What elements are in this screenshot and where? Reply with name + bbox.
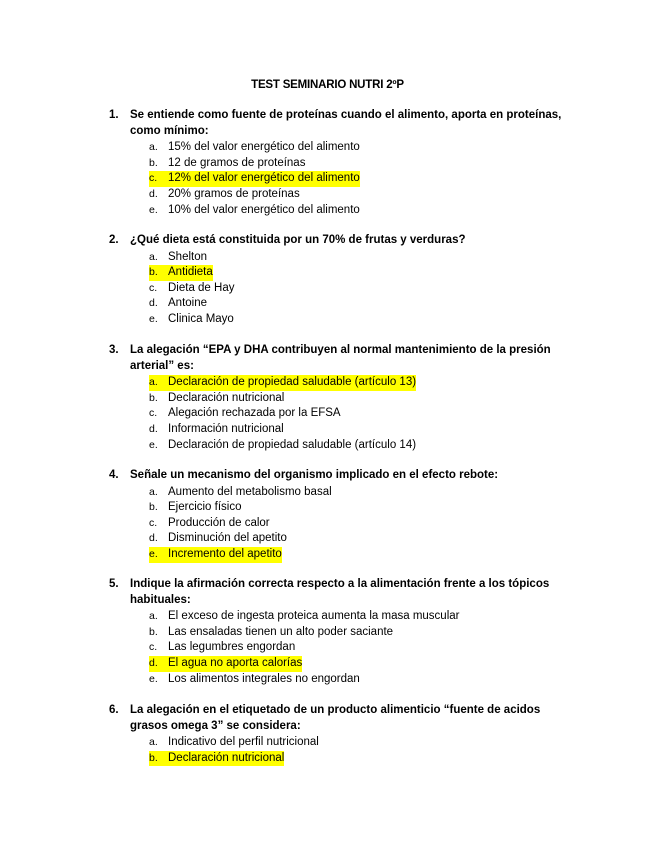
option-letter: d. [149,187,158,200]
option-text: Shelton [168,250,208,263]
option-d [149,656,569,672]
question-text: Se entiende como fuente de proteínas cuando el alimento, aporta en proteínas, como mínimo: [130,109,562,137]
option-a [149,609,569,625]
question-6 [109,703,569,766]
option-letter: a. [149,250,158,263]
option-letter: d. [149,297,158,310]
options-list [149,735,569,766]
question-header [109,233,569,249]
option-text: 12% del valor energético del alimento [168,172,360,185]
option-letter: d. [149,532,158,545]
question-number: 3. [109,344,119,356]
question-header [109,577,569,608]
option-a [149,250,569,266]
option-letter: e. [149,203,158,216]
answer-highlight [149,171,360,187]
options-list [149,140,569,218]
options-list [149,609,569,687]
option-text: Las ensaladas tienen un alto poder saciante [168,625,394,638]
option-letter: e. [149,438,158,451]
options-list [149,375,569,453]
option-text: Información nutricional [168,422,284,435]
option-letter: c. [149,407,158,420]
question-number: 4. [109,469,119,481]
option-text: Declaración nutricional [168,391,285,404]
option-text: 20% gramos de proteínas [168,187,300,200]
option-a [149,485,569,501]
option-text: Dieta de Hay [168,281,235,294]
option-text: Declaración de propiedad saludable (artículo 14) [168,438,417,451]
option-b [149,156,569,172]
option-letter: c. [149,516,158,529]
question-header [109,108,569,139]
option-a [149,735,569,751]
option-letter: b. [149,501,158,514]
option-c [149,516,569,532]
option-letter: b. [149,266,158,279]
answer-highlight [149,656,302,672]
option-letter: b. [149,625,158,638]
question-header [109,468,569,484]
option-text: Ejercicio físico [168,501,242,514]
option-letter: e. [149,672,158,685]
option-text: El agua no aporta calorías [168,656,303,669]
question-1 [109,108,569,218]
option-a [149,140,569,156]
question-header [109,343,569,374]
option-letter: e. [149,312,158,325]
option-text: Alegación rechazada por la EFSA [168,407,341,420]
option-b [149,500,569,516]
option-letter: b. [149,156,158,169]
question-2 [109,233,569,328]
options-list [149,250,569,328]
option-letter: a. [149,485,158,498]
question-text: ¿Qué dieta está constituida por un 70% de frutas y verduras? [130,234,466,246]
question-header [109,703,569,734]
option-text: Antoine [168,297,208,310]
option-letter: a. [149,736,158,749]
answer-highlight [149,751,284,767]
option-e [149,672,569,688]
option-d [149,531,569,547]
question-3 [109,343,569,453]
option-text: 15% del valor energético del alimento [168,141,360,154]
option-c [149,281,569,297]
option-letter: d. [149,656,158,669]
option-text: Aumento del metabolismo basal [168,485,332,498]
option-letter: a. [149,610,158,623]
option-b [149,391,569,407]
option-d [149,296,569,312]
question-text: Señale un mecanismo del organismo implicado en el efecto rebote: [130,469,499,481]
options-list [149,485,569,563]
question-text: La alegación en el etiquetado de un producto alimenticio “fuente de acidos grasos omega 3” se considera: [130,704,541,732]
option-letter: e. [149,547,158,560]
answer-highlight [149,547,282,563]
option-letter: a. [149,376,158,389]
option-d [149,422,569,438]
option-letter: a. [149,141,158,154]
option-text: El exceso de ingesta proteica aumenta la masa muscular [168,610,460,623]
option-letter: c. [149,172,158,185]
option-letter: b. [149,391,158,404]
option-text: Los alimentos integrales no engordan [168,672,360,685]
question-number: 6. [109,704,119,716]
question-number: 5. [109,578,119,590]
option-c [149,640,569,656]
option-text: 12 de gramos de proteínas [168,156,306,169]
option-e [149,547,569,563]
option-b [149,265,569,281]
answer-highlight [149,375,416,391]
option-e [149,203,569,219]
question-text: La alegación “EPA y DHA contribuyen al normal mantenimiento de la presión arterial” es: [130,344,551,372]
question-5 [109,577,569,687]
option-text: Declaración de propiedad saludable (artículo 13) [168,376,417,389]
option-letter: c. [149,641,158,654]
question-text: Indique la afirmación correcta respecto a la alimentación frente a los tópicos habituales: [130,578,550,606]
option-letter: c. [149,281,158,294]
option-e [149,312,569,328]
page-title: TEST SEMINARIO NUTRI 2ºP [251,79,404,91]
option-b [149,625,569,641]
question-number: 1. [109,109,119,121]
option-d [149,187,569,203]
option-text: Indicativo del perfil nutricional [168,736,319,749]
option-text: Las legumbres engordan [168,641,296,654]
option-text: Disminución del apetito [168,532,287,545]
question-4 [109,468,569,563]
option-letter: b. [149,751,158,764]
option-text: 10% del valor energético del alimento [168,203,360,216]
option-text: Clinica Mayo [168,312,234,325]
option-c [149,406,569,422]
option-b [149,751,569,767]
option-c [149,171,569,187]
option-text: Antidieta [168,266,213,279]
option-text: Incremento del apetito [168,547,282,560]
answer-highlight [149,265,213,281]
option-text: Producción de calor [168,516,270,529]
option-a [149,375,569,391]
option-letter: d. [149,422,158,435]
option-text: Declaración nutricional [168,751,285,764]
question-number: 2. [109,234,119,246]
option-e [149,438,569,454]
